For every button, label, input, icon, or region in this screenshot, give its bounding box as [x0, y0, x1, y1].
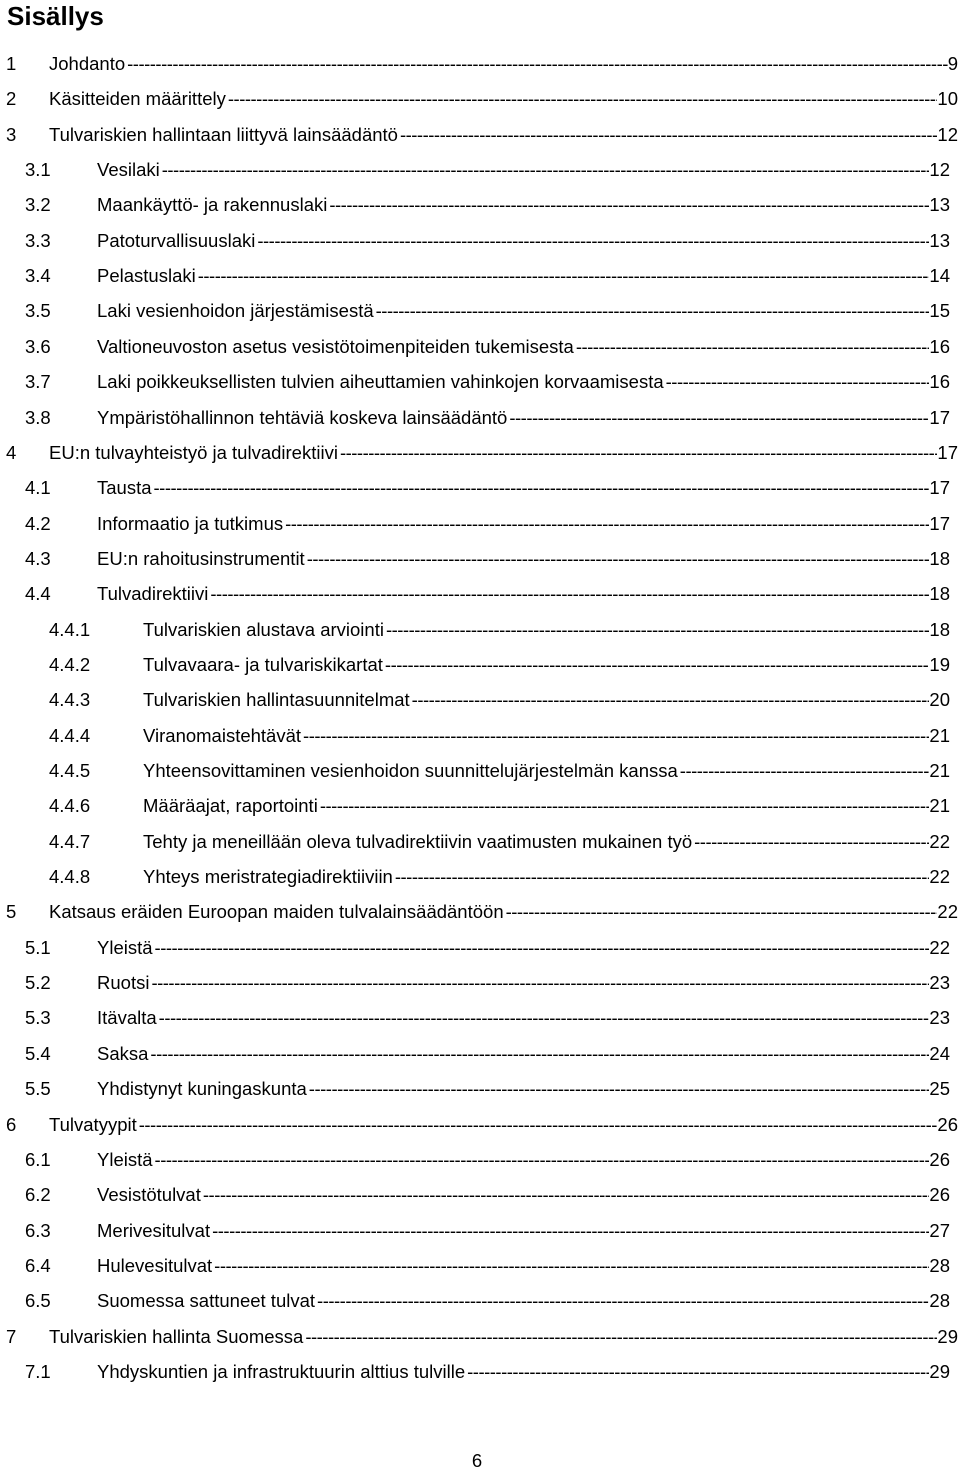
- toc-entry-line: [97, 1288, 950, 1314]
- toc-entry-page: 22: [929, 830, 950, 852]
- toc-entry-number: 4.2: [25, 512, 51, 534]
- toc-entry-line: [49, 1324, 958, 1350]
- toc-entry-page: 26: [929, 1184, 950, 1206]
- toc-entry[interactable]: [0, 829, 960, 855]
- toc-entry-page: 24: [929, 1042, 950, 1064]
- toc-entry-line: [49, 86, 958, 112]
- toc-entry-title: Hulevesitulvat: [97, 1254, 213, 1276]
- toc-entry-page: 23: [929, 972, 950, 994]
- toc-entry-number: 3: [6, 123, 17, 145]
- toc-entry-line: [143, 652, 950, 678]
- toc-entry-title: Yhdyskuntien ja infrastruktuurin alttius tulville: [97, 1360, 466, 1382]
- toc-entry-number: 5.1: [25, 936, 51, 958]
- toc-dot-leader: [507, 405, 929, 431]
- toc-entry[interactable]: [0, 298, 960, 324]
- toc-entry-line: [143, 687, 950, 713]
- toc-entry-page: 14: [929, 265, 950, 287]
- toc-entry-title: Yhteensovittaminen vesienhoidon suunnittelujärjestelmän kanssa: [143, 760, 678, 781]
- toc-entry-line: [97, 581, 950, 607]
- toc-entry[interactable]: [0, 1288, 960, 1314]
- toc-entry-title: Vesistötulvat: [97, 1184, 201, 1206]
- toc-entry-title: Tulvariskien hallintasuunnitelmat: [143, 689, 410, 711]
- toc-dot-leader: [393, 864, 930, 890]
- toc-entry-page: 22: [929, 866, 950, 888]
- toc-entry-title: Tausta: [97, 477, 152, 499]
- toc-entry-title: Yleistä: [97, 1148, 153, 1170]
- toc-entry-page: 19: [929, 653, 950, 675]
- toc-entry[interactable]: [0, 1112, 960, 1138]
- toc-entry-line: [97, 405, 950, 431]
- toc-entry-line: [97, 1147, 950, 1173]
- toc-entry-line: [97, 546, 950, 572]
- toc-entry[interactable]: [0, 1359, 960, 1385]
- toc-entry-number: 4.4.7: [49, 830, 91, 852]
- toc-entry-title: Viranomaistehtävät: [143, 724, 302, 746]
- toc-entry-number: 3.5: [25, 300, 51, 322]
- toc-entry[interactable]: [0, 1218, 960, 1244]
- toc-dot-leader: [210, 1218, 929, 1244]
- toc-entry-page: 22: [937, 901, 958, 923]
- toc-dot-leader: [374, 298, 930, 324]
- toc-entry-page: 27: [929, 1219, 950, 1241]
- toc-entry-title: Käsitteiden määrittely: [49, 88, 226, 110]
- toc-entry-title: Tulvariskien hallintaan liittyvä lainsäädäntö: [49, 123, 398, 145]
- toc-entry-title: Pelastuslaki: [97, 265, 196, 287]
- toc-entry-line: [97, 1005, 950, 1031]
- toc-entry[interactable]: [0, 581, 960, 607]
- toc-dot-leader: [137, 1112, 938, 1138]
- toc-entry[interactable]: [0, 334, 960, 360]
- toc-dot-leader: [212, 1253, 929, 1279]
- toc-entry-title: Yleistä: [97, 936, 153, 958]
- toc-entry-page: 28: [929, 1290, 950, 1312]
- toc-entry-title: Ympäristöhallinnon tehtäviä koskeva lainsäädäntö: [97, 406, 508, 428]
- toc-entry-line: [97, 935, 950, 961]
- toc-entry-page: 12: [937, 123, 958, 145]
- toc-dot-leader: [307, 1076, 930, 1102]
- toc-entry[interactable]: [0, 263, 960, 289]
- toc-entry-number: 3.2: [25, 194, 51, 216]
- toc-entry-title: Yhteys meristrategiadirektiiviin: [143, 866, 393, 888]
- toc-entry-title: Ruotsi: [97, 972, 150, 994]
- toc-entry[interactable]: [0, 511, 960, 537]
- toc-entry-page: 17: [929, 512, 950, 534]
- toc-entry-page: 21: [929, 760, 950, 781]
- toc-entry[interactable]: [0, 440, 960, 466]
- toc-entry-page: 9: [947, 53, 958, 74]
- toc-entry-line: [97, 1218, 950, 1244]
- toc-entry[interactable]: [0, 1005, 960, 1031]
- toc-entry-number: 6.4: [25, 1254, 51, 1276]
- toc-entry-number: 4.4.1: [49, 618, 91, 640]
- toc-entry-number: 3.8: [25, 406, 51, 428]
- toc-entry-line: [143, 793, 950, 819]
- toc-entry-number: 1: [6, 53, 17, 74]
- toc-dot-leader: [201, 1182, 930, 1208]
- toc-dot-leader: [327, 192, 929, 218]
- toc-dot-leader: [196, 263, 930, 289]
- toc-dot-leader: [149, 970, 929, 996]
- toc-entry[interactable]: [0, 86, 960, 112]
- toc-heading: Sisällys: [7, 1, 104, 31]
- toc-entry[interactable]: [0, 51, 960, 77]
- toc-entry-number: 3.6: [25, 335, 51, 357]
- toc-dot-leader: [315, 1288, 929, 1314]
- toc-entry[interactable]: [0, 617, 960, 643]
- toc-dot-leader: [504, 899, 938, 925]
- page-number: 6: [471, 1450, 483, 1471]
- toc-dot-leader: [301, 723, 929, 749]
- toc-dot-leader: [152, 475, 930, 501]
- toc-entry-line: [97, 1182, 950, 1208]
- toc-entry-title: Tulvadirektiivi: [97, 583, 209, 605]
- toc-entry-number: 4.4.8: [49, 866, 91, 888]
- toc-entry[interactable]: [0, 1253, 960, 1279]
- toc-entry-line: [143, 864, 950, 890]
- toc-entry[interactable]: [0, 228, 960, 254]
- toc-dot-leader: [153, 935, 930, 961]
- toc-entry-page: 26: [929, 1148, 950, 1170]
- toc-entry[interactable]: [0, 1076, 960, 1102]
- toc-entry[interactable]: [0, 122, 960, 148]
- toc-entry-page: 10: [937, 88, 958, 110]
- toc-entry-number: 4.4.4: [49, 724, 91, 746]
- toc-entry-line: [49, 899, 958, 925]
- toc-entry-title: Määräajat, raportointi: [143, 795, 318, 817]
- toc-dot-leader: [318, 793, 930, 819]
- toc-entry-title: Tulvariskien hallinta Suomessa: [49, 1325, 304, 1347]
- toc-entry-page: 13: [929, 194, 950, 216]
- toc-entry-number: 5.4: [25, 1042, 51, 1064]
- toc-entry-page: 28: [929, 1254, 950, 1276]
- toc-entry-number: 4.4: [25, 583, 51, 605]
- toc-entry[interactable]: [0, 970, 960, 996]
- toc-dot-leader: [303, 1324, 937, 1350]
- toc-entry-title: Laki poikkeuksellisten tulvien aiheuttamien vahinkojen korvaamisesta: [97, 371, 664, 393]
- toc-entry-number: 3.3: [25, 229, 51, 251]
- toc-dot-leader: [398, 122, 937, 148]
- toc-dot-leader: [574, 334, 930, 360]
- toc-entry-title: Merivesitulvat: [97, 1219, 211, 1241]
- toc-entry-line: [97, 475, 950, 501]
- toc-entry-line: [143, 758, 950, 784]
- toc-entry-number: 3.4: [25, 265, 51, 287]
- toc-entry-title: Valtioneuvoston asetus vesistötoimenpiteiden tukemisesta: [97, 335, 574, 357]
- toc-entry-page: 16: [929, 335, 950, 357]
- toc-entry-title: Itävalta: [97, 1007, 157, 1029]
- toc-entry-number: 4.3: [25, 547, 51, 569]
- toc-entry-line: [97, 157, 950, 183]
- toc-entry-number: 3.1: [25, 159, 51, 181]
- toc-entry-line: [97, 1359, 950, 1385]
- toc-entry-title: Tehty ja meneillään oleva tulvadirektiivin vaatimusten mukainen työ: [143, 830, 693, 852]
- toc-entry-page: 29: [929, 1360, 950, 1382]
- toc-entry-number: 4.4.5: [49, 760, 91, 781]
- toc-dot-leader: [226, 86, 938, 112]
- toc-entry-line: [97, 1076, 950, 1102]
- toc-dot-leader: [410, 687, 930, 713]
- toc-entry-line: [49, 122, 958, 148]
- toc-entry-page: 18: [929, 547, 950, 569]
- toc-entry-line: [97, 298, 950, 324]
- toc-entry-page: 21: [929, 795, 950, 817]
- toc-entry-page: 17: [937, 441, 958, 463]
- toc-dot-leader: [283, 511, 929, 537]
- toc-entry-number: 6.3: [25, 1219, 51, 1241]
- toc-entry-title: Tulvatyypit: [49, 1113, 137, 1135]
- toc-entry-title: Patoturvallisuuslaki: [97, 229, 256, 251]
- toc-entry[interactable]: [0, 758, 960, 784]
- toc-entry[interactable]: [0, 652, 960, 678]
- toc-entry-page: 17: [929, 406, 950, 428]
- toc-entry-line: [97, 334, 950, 360]
- toc-entry-title: Saksa: [97, 1042, 149, 1064]
- toc-entry-title: Johdanto: [49, 53, 126, 74]
- toc-dot-leader: [305, 546, 930, 572]
- toc-dot-leader: [208, 581, 929, 607]
- toc-entry-number: 4: [6, 441, 17, 463]
- toc-entry[interactable]: [0, 723, 960, 749]
- toc-entry-page: 16: [929, 371, 950, 393]
- toc-entry[interactable]: [0, 369, 960, 395]
- toc-entry-number: 2: [6, 88, 17, 110]
- toc-entry-title: Laki vesienhoidon järjestämisestä: [97, 300, 374, 322]
- toc-entry-page: 25: [929, 1078, 950, 1100]
- toc-entry-title: Tulvariskien alustava arviointi: [143, 618, 384, 640]
- toc-entry-number: 5.3: [25, 1007, 51, 1029]
- toc-entry[interactable]: [0, 192, 960, 218]
- toc-entry[interactable]: [0, 157, 960, 183]
- toc-dot-leader: [160, 157, 930, 183]
- toc-dot-leader: [148, 1041, 929, 1067]
- toc-entry[interactable]: [0, 864, 960, 890]
- toc-entry-page: 20: [929, 689, 950, 711]
- toc-entry-page: 21: [929, 724, 950, 746]
- toc-entry-page: 22: [929, 936, 950, 958]
- toc-entry-number: 4.4.6: [49, 795, 91, 817]
- toc-entry-page: 23: [929, 1007, 950, 1029]
- toc-entry-page: 17: [929, 477, 950, 499]
- toc-entry-title: Tulvavaara- ja tulvariskikartat: [143, 653, 383, 675]
- toc-entry-title: EU:n rahoitusinstrumentit: [97, 547, 305, 569]
- toc-entry-number: 3.7: [25, 371, 51, 393]
- toc-entry[interactable]: [0, 1324, 960, 1350]
- toc-entry-line: [143, 829, 950, 855]
- toc-entry[interactable]: [0, 1041, 960, 1067]
- toc-dot-leader: [678, 758, 930, 784]
- toc-entry-line: [49, 440, 958, 466]
- toc-entry-page: 29: [937, 1325, 958, 1347]
- toc-dot-leader: [692, 829, 929, 855]
- toc-dot-leader: [664, 369, 930, 395]
- toc-entry[interactable]: [0, 899, 960, 925]
- toc-entry-title: Informaatio ja tutkimus: [97, 512, 284, 534]
- toc-entry-line: [143, 617, 950, 643]
- toc-entry-title: EU:n tulvayhteistyö ja tulvadirektiivi: [49, 441, 338, 463]
- toc-entry-page: 15: [929, 300, 950, 322]
- toc-entry-page: 26: [937, 1113, 958, 1135]
- toc-entry-number: 4.1: [25, 477, 51, 499]
- toc-entry-line: [143, 723, 950, 749]
- toc-entry-line: [97, 263, 950, 289]
- toc-dot-leader: [125, 51, 948, 77]
- toc-entry-page: 18: [929, 583, 950, 605]
- toc-dot-leader: [153, 1147, 930, 1173]
- toc-entry-page: 12: [929, 159, 950, 181]
- toc-entry-page: 13: [929, 229, 950, 251]
- toc-entry-title: Vesilaki: [97, 159, 160, 181]
- toc-entry[interactable]: [0, 546, 960, 572]
- toc-entry-line: [97, 369, 950, 395]
- toc-entry-number: 6.1: [25, 1148, 51, 1170]
- toc-entry[interactable]: [0, 935, 960, 961]
- toc-entry-number: 7: [6, 1325, 17, 1347]
- toc-dot-leader: [157, 1005, 930, 1031]
- toc-entry-number: 4.4.2: [49, 653, 91, 675]
- toc-entry-title: Yhdistynyt kuningaskunta: [97, 1078, 307, 1100]
- toc-entry-line: [97, 970, 950, 996]
- toc-entry-line: [97, 511, 950, 537]
- toc-entry-number: 6.2: [25, 1184, 51, 1206]
- toc-entry[interactable]: [0, 793, 960, 819]
- toc-entry-line: [97, 192, 950, 218]
- toc-entry-line: [49, 51, 958, 77]
- toc-entry-page: 18: [929, 618, 950, 640]
- toc-entry[interactable]: [0, 1182, 960, 1208]
- toc-entry-number: 7.1: [25, 1360, 51, 1382]
- toc-entry-number: 6.5: [25, 1290, 51, 1312]
- toc-entry-number: 5.5: [25, 1078, 51, 1100]
- toc-entry-line: [97, 1253, 950, 1279]
- toc-dot-leader: [255, 228, 929, 254]
- toc-entry-line: [97, 1041, 950, 1067]
- toc-entry[interactable]: [0, 1147, 960, 1173]
- toc-entry-number: 4.4.3: [49, 689, 91, 711]
- toc-entry-number: 6: [6, 1113, 17, 1135]
- toc-entry-number: 5: [6, 901, 17, 923]
- toc-entry-line: [49, 1112, 958, 1138]
- toc-entry[interactable]: [0, 475, 960, 501]
- toc-dot-leader: [465, 1359, 929, 1385]
- toc-dot-leader: [338, 440, 937, 466]
- toc-entry-title: Katsaus eräiden Euroopan maiden tulvalainsäädäntöön: [49, 901, 504, 923]
- toc-dot-leader: [383, 652, 930, 678]
- toc-entry-title: Suomessa sattuneet tulvat: [97, 1290, 316, 1312]
- toc-entry[interactable]: [0, 687, 960, 713]
- toc-entry-line: [97, 228, 950, 254]
- toc-dot-leader: [384, 617, 929, 643]
- toc-entry-title: Maankäyttö- ja rakennuslaki: [97, 194, 328, 216]
- toc-entry[interactable]: [0, 405, 960, 431]
- toc-entry-number: 5.2: [25, 972, 51, 994]
